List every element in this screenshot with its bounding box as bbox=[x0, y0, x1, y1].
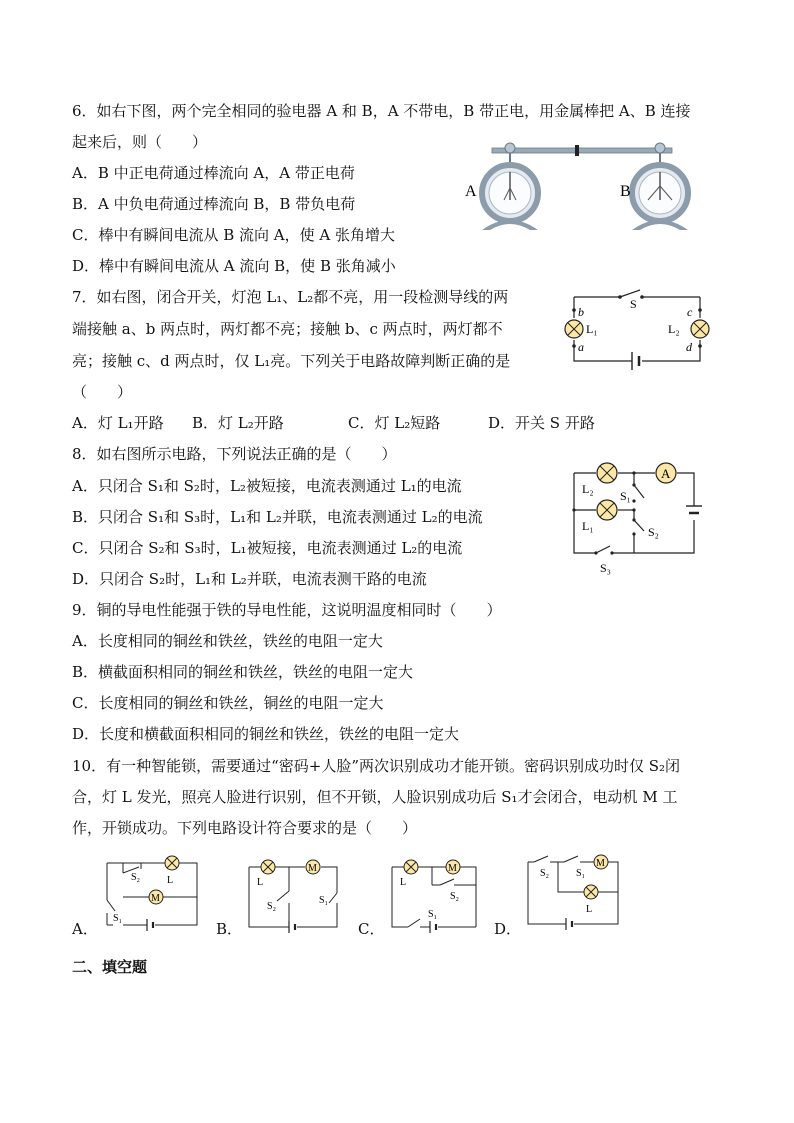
q7-stem-line2: 端接触 a、b 两点时，两灯都不亮；接触 b、c 两点时，两灯都不 bbox=[72, 320, 503, 338]
q8-option-c: C．只闭合 S₂和 S₃时，L₁被短接，电流表测通过 L₂的电流 bbox=[72, 539, 463, 557]
q7-option-d: D．开关 S 开路 bbox=[488, 414, 595, 432]
label-b: b bbox=[578, 305, 584, 319]
label-m: M bbox=[448, 863, 457, 874]
lamp-l2-icon bbox=[691, 320, 709, 338]
q9-stem: 9．铜的导电性能强于铁的导电性能，这说明温度相同时（ ） bbox=[72, 601, 502, 619]
label-s1: S₁ bbox=[113, 913, 123, 924]
q6-option-c: C．棒中有瞬间电流从 B 流向 A，使 A 张角增大 bbox=[72, 226, 396, 244]
lamp-l1-icon bbox=[597, 500, 617, 520]
section-heading-fill-in: 二、填空题 bbox=[72, 958, 148, 976]
q6-option-b: B．A 中负电荷通过棒流向 B，B 带负电荷 bbox=[72, 195, 356, 213]
label-l1: L₁ bbox=[582, 519, 594, 533]
label-ammeter: A bbox=[661, 466, 671, 481]
ammeter-icon bbox=[656, 463, 676, 483]
q9-option-a: A．长度相同的铜丝和铁丝，铁丝的电阻一定大 bbox=[72, 632, 383, 650]
q10-stem-line3: 作，开锁成功。下列电路设计符合要求的是（ ） bbox=[72, 819, 418, 837]
label-s1: S₁ bbox=[428, 909, 438, 920]
lamp-l1-icon bbox=[565, 320, 583, 338]
q7-option-c: C．灯 L₂短路 bbox=[348, 414, 441, 432]
q10-circuit-d bbox=[518, 852, 628, 932]
label-a: A bbox=[465, 183, 477, 200]
label-s: S bbox=[630, 297, 637, 311]
label-s1: S₁ bbox=[319, 895, 329, 906]
q9-option-d: D．长度和横截面积相同的铜丝和铁丝，铁丝的电阻一定大 bbox=[72, 725, 460, 743]
q6-option-a: A．B 中正电荷通过棒流向 A，A 带正电荷 bbox=[72, 164, 355, 182]
lamp-l2-icon bbox=[597, 463, 617, 483]
label-s2: S₂ bbox=[267, 901, 277, 912]
q10-option-c-label: C． bbox=[358, 920, 385, 938]
label-l: L bbox=[400, 877, 407, 888]
q10-option-d-label: D． bbox=[494, 920, 522, 938]
q10-stem-line1: 10．有一种智能锁，需要通过“密码+人脸”两次识别成功才能开锁。密码识别成功时仅 S₂闭 bbox=[72, 757, 681, 775]
label-s2: S₂ bbox=[540, 868, 550, 879]
q7-circuit-figure bbox=[560, 288, 720, 373]
q8-option-d: D．只闭合 S₂时，L₁和 L₂并联，电流表测干路的电流 bbox=[72, 570, 427, 588]
q8-option-a: A．只闭合 S₁和 S₂时，L₂被短接，电流表测通过 L₁的电流 bbox=[72, 477, 462, 495]
label-m: M bbox=[596, 858, 605, 869]
label-m: M bbox=[308, 863, 317, 874]
q7-option-a: A．灯 L₁开路 bbox=[72, 414, 164, 432]
label-s3: S₃ bbox=[600, 561, 611, 575]
q7-stem-line1: 7．如右图，闭合开关，灯泡 L₁、L₂都不亮，用一段检测导线的两 bbox=[72, 288, 509, 306]
label-m: M bbox=[151, 893, 160, 904]
q7-option-b: B．灯 L₂开路 bbox=[192, 414, 284, 432]
label-l: L bbox=[586, 904, 593, 915]
q10-stem-line2: 合，灯 L 发光，照亮人脸进行识别，但不开锁，人脸识别成功后 S₁才会闭合，电动机 M 工 bbox=[72, 788, 678, 806]
q6-option-d: D．棒中有瞬间电流从 A 流向 B，使 B 张角减小 bbox=[72, 257, 396, 275]
label-b: B bbox=[620, 183, 631, 200]
q10-option-a-label: A． bbox=[72, 920, 98, 938]
label-d: d bbox=[686, 340, 692, 354]
label-a: a bbox=[578, 340, 584, 354]
q7-stem-line3: 亮；接触 c、d 两点时，仅 L₁亮。下列关于电路故障判断正确的是 bbox=[72, 352, 511, 370]
label-l2: L₂ bbox=[582, 482, 594, 496]
label-l1: L₁ bbox=[586, 322, 598, 336]
q7-stem-line4: （ ） bbox=[72, 383, 133, 401]
electroscope-a bbox=[465, 143, 538, 230]
q9-option-c: C．长度相同的铜丝和铁丝，铜丝的电阻一定大 bbox=[72, 694, 384, 712]
label-l: L bbox=[257, 877, 264, 888]
label-s1: S₁ bbox=[576, 868, 586, 879]
q10-option-b-label: B． bbox=[216, 920, 243, 938]
q9-option-b: B．横截面积相同的铜丝和铁丝，铁丝的电阻一定大 bbox=[72, 663, 414, 681]
q10-circuit-c bbox=[380, 855, 490, 935]
electroscope-b bbox=[620, 143, 688, 230]
q6-electroscope-figure bbox=[460, 138, 710, 238]
q6-stem-line1: 6．如右下图，两个完全相同的验电器 A 和 B，A 不带电，B 带正电，用金属棒把 A、B 连接 bbox=[72, 102, 691, 120]
q8-option-b: B．只闭合 S₁和 S₃时，L₁和 L₂并联，电流表测通过 L₂的电流 bbox=[72, 508, 483, 526]
label-c: c bbox=[687, 305, 693, 319]
q8-circuit-figure bbox=[560, 458, 710, 578]
q10-circuit-b bbox=[237, 855, 347, 935]
label-s2: S₂ bbox=[131, 872, 141, 883]
label-s2: S₂ bbox=[648, 525, 659, 539]
label-s2: S₂ bbox=[450, 891, 460, 902]
label-l: L bbox=[167, 875, 174, 886]
q8-stem: 8．如右图所示电路，下列说法正确的是（ ） bbox=[72, 445, 397, 463]
q6-stem-line2: 起来后，则（ ） bbox=[72, 133, 208, 151]
label-s1: S₁ bbox=[620, 489, 631, 503]
label-l2: L₂ bbox=[668, 322, 680, 336]
q10-circuit-a bbox=[95, 855, 205, 935]
